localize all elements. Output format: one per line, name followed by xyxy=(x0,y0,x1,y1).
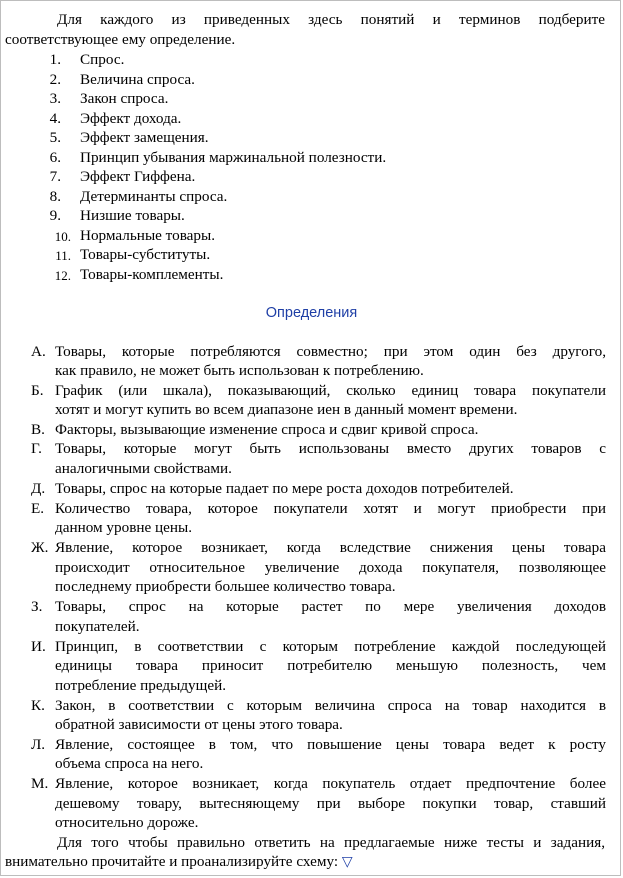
definition-line: Явление, которое возникает, когда покупатель отдает предпочтение более xyxy=(55,775,606,792)
definition-line: Товары, спрос на которые растет по мере увеличения доходов xyxy=(55,598,606,615)
term-number: 8. xyxy=(49,188,61,205)
definition-letter: К. xyxy=(31,697,45,714)
term-text: Товары-субституты. xyxy=(80,246,211,263)
triangle-down-icon: ▽ xyxy=(341,854,353,870)
definition-letter: И. xyxy=(31,638,46,655)
definition-letter: А. xyxy=(31,343,46,360)
definition-line: единицы товара приносит потребителю меньшую полезность, чем xyxy=(55,657,606,674)
definition-line: объема спроса на него. xyxy=(55,755,204,772)
definition-letter: Ж. xyxy=(31,539,49,556)
definition-line: Товары, которые потребляются совместно; при этом один без другого, xyxy=(55,343,606,360)
term-text: Принцип убывания маржинальной полезности. xyxy=(80,149,387,166)
outro-line-2 xyxy=(5,852,353,872)
definition-line: Товары, спрос на которые падает по мере роста доходов потребителей. xyxy=(55,480,514,497)
outro-line-1: Для того чтобы правильно ответить на предлагаемые ниже тесты и задания, xyxy=(57,834,605,851)
definition-line: Количество товара, которое покупатели хотят и могут приобрести при xyxy=(55,500,606,517)
term-number: 11. xyxy=(55,248,71,263)
term-number: 10. xyxy=(54,229,71,244)
term-number: 9. xyxy=(49,207,61,224)
definitions-heading: Определения xyxy=(265,305,358,321)
definition-line: данном уровне цены. xyxy=(55,519,193,536)
definition-letter: Л. xyxy=(31,736,46,753)
term-number: 7. xyxy=(49,168,61,185)
definition-line: аналогичными свойствами. xyxy=(55,460,232,477)
definition-letter: Д. xyxy=(31,480,46,497)
term-number: 1. xyxy=(49,51,61,68)
term-text: Эффект замещения. xyxy=(80,129,209,146)
definition-line: Факторы, вызывающие изменение спроса и сдвиг кривой спроса. xyxy=(55,421,479,438)
term-text: Детерминанты спроса. xyxy=(80,188,228,205)
definition-line: потребление предыдущей. xyxy=(55,677,227,694)
definition-letter: М. xyxy=(31,775,49,792)
definition-line: относительно дороже. xyxy=(55,814,199,831)
definition-line: График (или шкала), показывающий, сколько единиц товара покупатели xyxy=(55,382,606,399)
term-text: Низшие товары. xyxy=(80,207,185,224)
term-number: 12. xyxy=(54,268,71,283)
term-text: Спрос. xyxy=(80,51,125,68)
definition-line: Принцип, в соответствии с которым потребление каждой последующей xyxy=(55,638,606,655)
term-text: Эффект дохода. xyxy=(80,110,182,127)
term-number: 2. xyxy=(49,71,61,88)
definition-line: как правило, не может быть использован к потреблению. xyxy=(55,362,424,379)
definition-line: Товары, которые могут быть использованы вместо других товаров с xyxy=(55,440,606,457)
term-number: 4. xyxy=(49,110,61,127)
definition-line: происходит относительное увеличение дохода покупателя, позволяющее xyxy=(55,559,606,576)
term-text: Закон спроса. xyxy=(80,90,169,107)
definition-letter: Г. xyxy=(31,440,42,457)
definition-letter: Е. xyxy=(31,500,45,517)
intro-line-2: соответствующее ему определение. xyxy=(5,31,236,48)
definition-letter: З. xyxy=(31,598,43,615)
definition-line: Закон, в соответствии с которым величина спроса на товар находится в xyxy=(55,697,606,714)
definition-line: последнему приобрести большее количество товара. xyxy=(55,578,396,595)
term-number: 3. xyxy=(49,90,61,107)
term-number: 6. xyxy=(49,149,61,166)
term-number: 5. xyxy=(49,129,61,146)
intro-line-1: Для каждого из приведенных здесь понятий и терминов подберите xyxy=(57,11,605,28)
definition-line: обратной зависимости от цены этого товара. xyxy=(55,716,343,733)
definition-line: покупателей. xyxy=(55,618,140,635)
definition-letter: Б. xyxy=(31,382,44,399)
term-text: Нормальные товары. xyxy=(80,227,216,244)
definition-line: Явление, которое возникает, когда вследствие снижения цены товара xyxy=(55,539,606,556)
outro-text: внимательно прочитайте и проанализируйте схему: xyxy=(5,853,339,870)
definition-line: Явление, состоящее в том, что повышение цены товара ведет к росту xyxy=(55,736,606,753)
definition-letter: В. xyxy=(31,421,45,438)
term-text: Величина спроса. xyxy=(80,71,195,88)
term-text: Товары-комплементы. xyxy=(80,266,224,283)
definition-line: дешевому товару, вытесняющему при выборе покупки товар, ставший xyxy=(55,795,606,812)
definition-line: хотят и могут купить во всем диапазоне иен в данный момент времени. xyxy=(55,401,518,418)
term-text: Эффект Гиффена. xyxy=(80,168,196,185)
